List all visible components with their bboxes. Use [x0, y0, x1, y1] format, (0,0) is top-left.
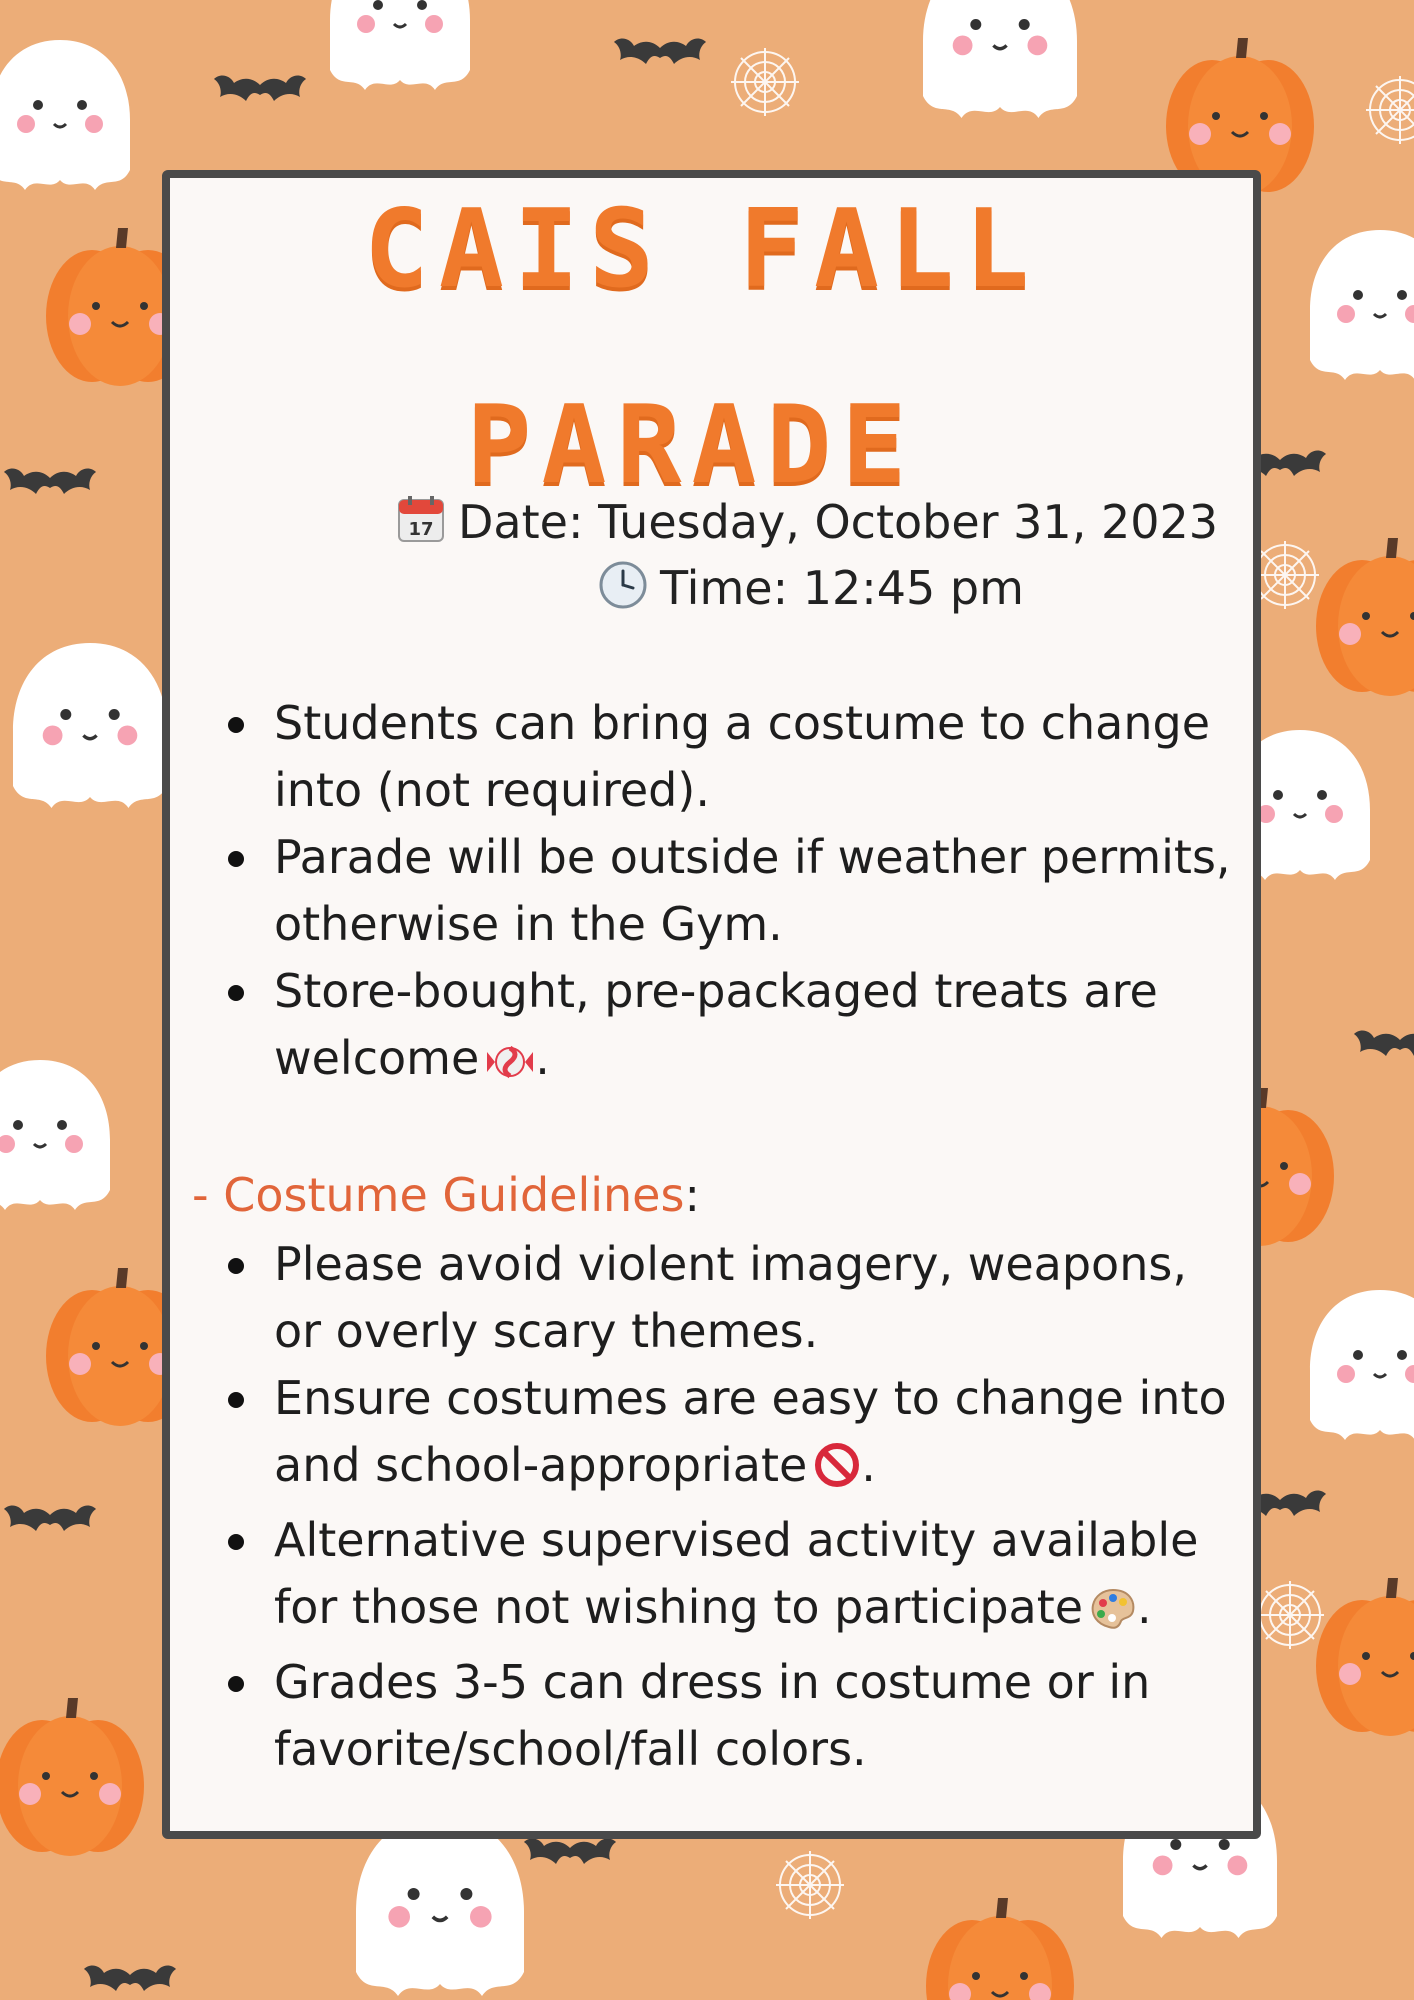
flyer-title-line-1: CAIS FALL: [363, 187, 1040, 312]
list-item: Store-bought, pre-packaged treats are welcome .: [170, 958, 1234, 1100]
flyer-title-line-2: PARADE: [466, 383, 917, 508]
costume-guidelines-list: [170, 1231, 1234, 1783]
flyer-card: [162, 170, 1261, 1839]
event-time: [598, 560, 1024, 617]
svg-text:17: 17: [408, 519, 434, 540]
palette-icon: [1089, 1582, 1137, 1649]
calendar-icon: [396, 494, 446, 551]
costume-guidelines-heading: - Costume Guidelines:: [192, 1168, 700, 1222]
list-item: Parade will be outside if weather permits, otherwise in the Gym.: [170, 824, 1234, 958]
prohibited-icon: [813, 1440, 861, 1507]
clock-icon: [598, 560, 648, 617]
event-date-text: Date: Tuesday, October 31, 2023: [458, 495, 1219, 549]
candy-icon: [485, 1033, 535, 1100]
list-item: Please avoid violent imagery, weapons, or overly scary themes.: [170, 1231, 1234, 1365]
list-item: Alternative supervised activity available for those not wishing to participate .: [170, 1507, 1234, 1649]
list-item: Ensure costumes are easy to change into and school-appropriate .: [170, 1365, 1234, 1507]
event-time-text: Time: 12:45 pm: [660, 561, 1024, 615]
list-item: Grades 3-5 can dress in costume or in favorite/school/fall colors.: [170, 1649, 1234, 1783]
list-item: Students can bring a costume to change into (not required).: [170, 690, 1234, 824]
event-info-list: [170, 690, 1234, 1100]
event-date: [396, 494, 1218, 551]
